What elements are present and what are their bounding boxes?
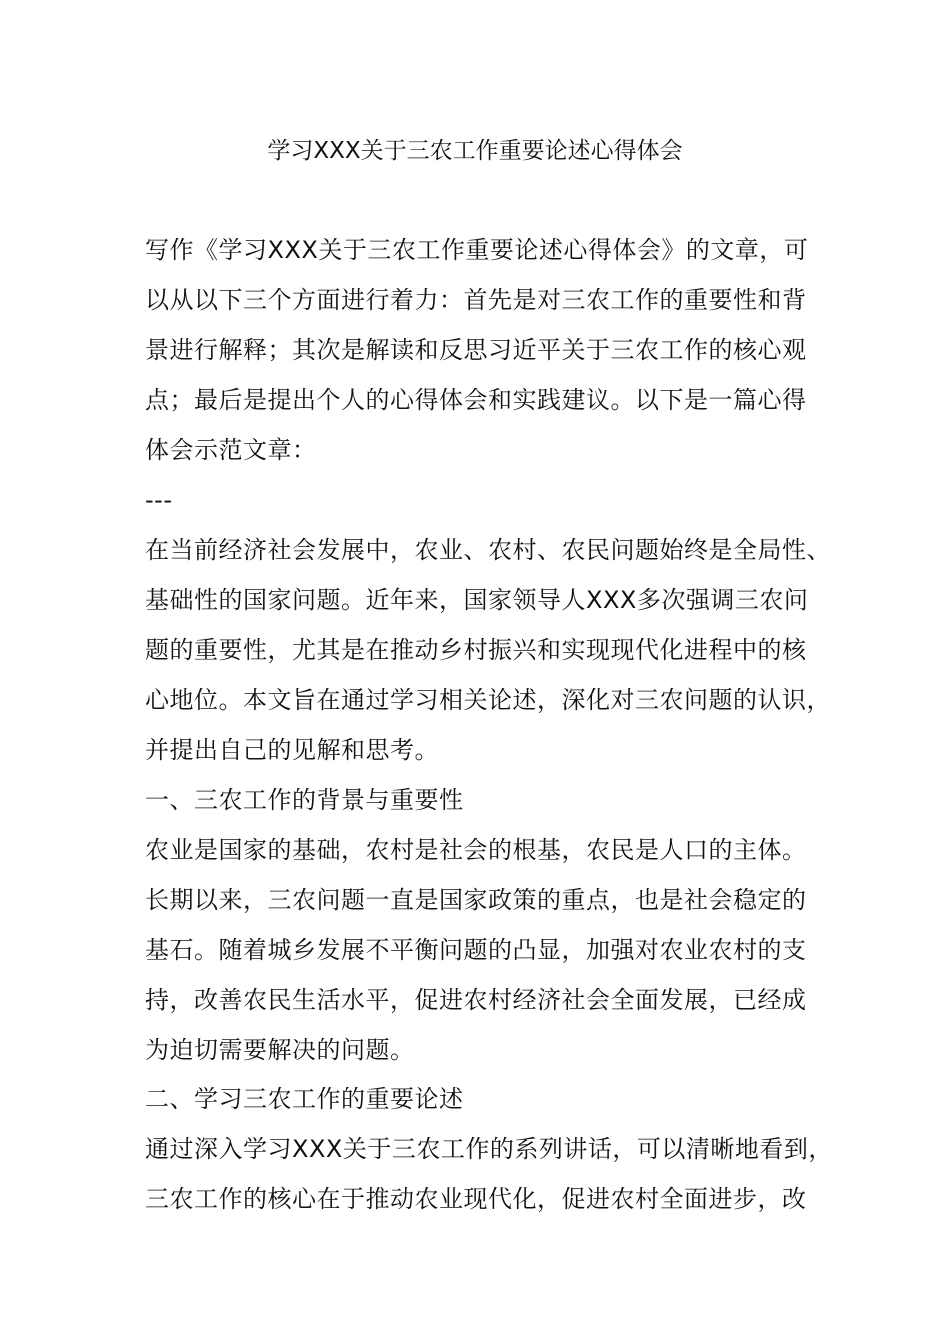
body-line: 三农工作的核心在于推动农业现代化，促进农村全面进步，改 bbox=[145, 1185, 807, 1213]
body-line: 景进行解释；其次是解读和反思习近平关于三农工作的核心观 bbox=[145, 336, 807, 364]
body-line: 在当前经济社会发展中，农业、农村、农民问题始终是全局性、 bbox=[145, 536, 831, 564]
body-line: 题的重要性，尤其是在推动乡村振兴和实现现代化进程中的核 bbox=[145, 636, 807, 664]
body-line: 农业是国家的基础，农村是社会的根基，农民是人口的主体。 bbox=[145, 836, 807, 864]
body-line: 以从以下三个方面进行着力：首先是对三农工作的重要性和背 bbox=[145, 286, 807, 314]
body-line: 基础性的国家问题。近年来，国家领导人XXX多次强调三农问 bbox=[145, 586, 809, 614]
separator-line: --- bbox=[145, 486, 173, 514]
section-heading: 二、学习三农工作的重要论述 bbox=[145, 1085, 464, 1113]
body-line: 并提出自己的见解和思考。 bbox=[145, 736, 439, 764]
body-line: 通过深入学习XXX关于三农工作的系列讲话，可以清晰地看到， bbox=[145, 1135, 833, 1163]
body-line: 心地位。本文旨在通过学习相关论述，深化对三农问题的认识， bbox=[145, 686, 831, 714]
body-line: 持，改善农民生活水平，促进农村经济社会全面发展，已经成 bbox=[145, 986, 807, 1014]
body-line: 基石。随着城乡发展不平衡问题的凸显，加强对农业农村的支 bbox=[145, 936, 807, 964]
body-line: 点；最后是提出个人的心得体会和实践建议。以下是一篇心得 bbox=[145, 386, 807, 414]
body-line: 长期以来，三农问题一直是国家政策的重点，也是社会稳定的 bbox=[145, 886, 807, 914]
section-heading: 一、三农工作的背景与重要性 bbox=[145, 786, 464, 814]
body-line: 体会示范文章： bbox=[145, 436, 317, 464]
body-line: 为迫切需要解决的问题。 bbox=[145, 1036, 415, 1064]
document-title: 学习XXX关于三农工作重要论述心得体会 bbox=[267, 138, 683, 164]
body-line: 写作《学习XXX关于三农工作重要论述心得体会》的文章，可 bbox=[145, 236, 809, 264]
